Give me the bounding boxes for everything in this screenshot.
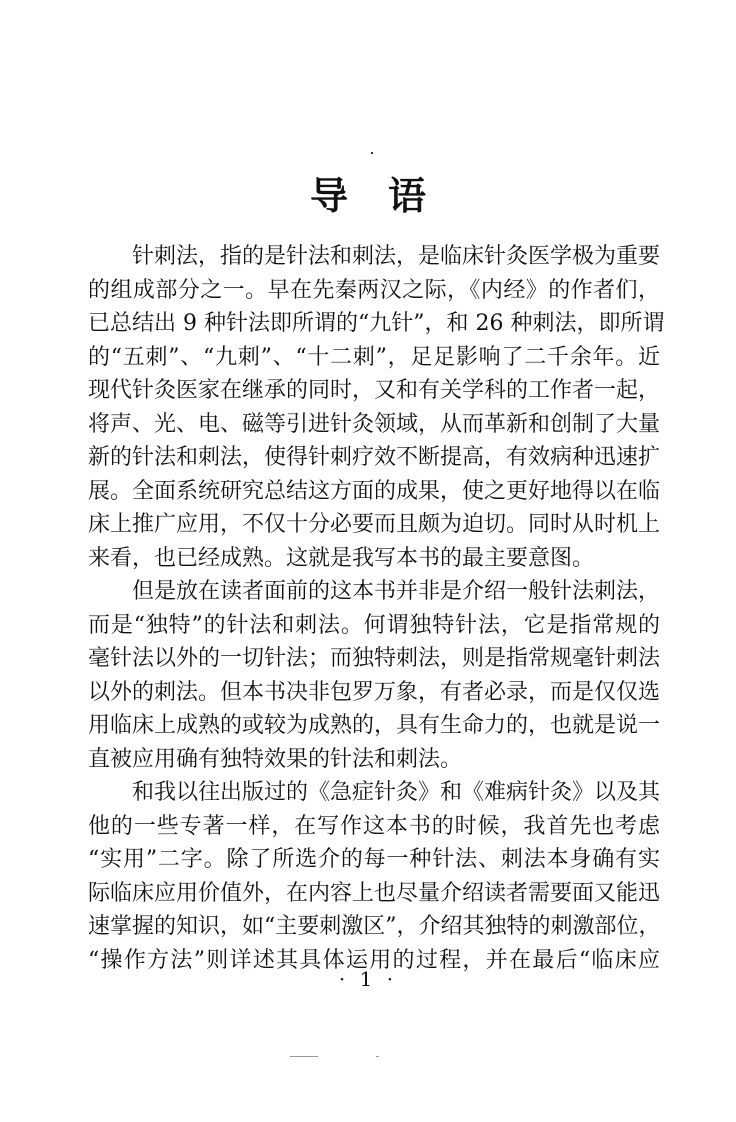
text-line: 来看，也已经成熟。这就是我写本书的最主要意图。 bbox=[88, 545, 595, 571]
text-line: 际临床应用价值外，在内容上也尽量介绍读者需要面又能迅 bbox=[88, 880, 661, 906]
text-line: 新的针法和刺法，使得针刺疗效不断提高，有效病种迅速扩 bbox=[88, 445, 661, 470]
text-line: 但是放在读者面前的这本书并非是介绍一般针法刺法， bbox=[132, 579, 661, 604]
text-line: 展。全面系统研究总结这方面的成果，使之更好地得以在临 bbox=[88, 478, 661, 504]
page-number: · 1 · bbox=[338, 967, 398, 991]
text-line: 已总结出 9 种针法即所谓的“九针”，和 26 种刺法，即所谓 bbox=[88, 311, 665, 336]
text-line: “实用”二字。除了所选介的每一种针法、刺法本身确有实 bbox=[88, 847, 660, 872]
text-line: 的组成部分之一。早在先秦两汉之际，《内经》的作者们， bbox=[88, 277, 660, 303]
scan-artifact bbox=[290, 1056, 318, 1057]
scan-artifact bbox=[376, 1056, 379, 1057]
text-line: 以外的刺法。但本书决非包罗万象，有者必录，而是仅仅选 bbox=[88, 679, 661, 705]
text-line: 他的一些专著一样，在写作这本书的时候，我首先也考虑 bbox=[88, 813, 660, 839]
scan-artifact bbox=[371, 152, 373, 154]
text-line: “操作方法”则详述其具体运用的过程，并在最后“临床应 bbox=[88, 947, 660, 973]
text-line: 现代针灸医家在继承的同时，又和有关学科的工作者一起， bbox=[88, 378, 661, 403]
text-line: 用临床上成熟的或较为成熟的，具有生命力的，也就是说一 bbox=[88, 713, 661, 738]
page-title: 导语 bbox=[309, 174, 466, 218]
text-line: 将声、光、电、磁等引进针灸领域，从而革新和创制了大量 bbox=[88, 411, 661, 437]
text-line: 速掌握的知识，如“主要刺激区”，介绍其独特的刺激部位， bbox=[88, 914, 661, 939]
text-line: 毫针法以外的一切针法；而独特刺法，则是指常规毫针刺法 bbox=[88, 646, 661, 671]
text-line: 和我以往出版过的《急症针灸》和《难病针灸》以及其 bbox=[132, 780, 661, 805]
text-line: 针刺法，指的是针法和刺法，是临床针灸医学极为重要 bbox=[132, 244, 661, 269]
text-line: 而是“独特”的针法和刺法。何谓独特针法，它是指常规的 bbox=[88, 612, 660, 638]
text-line: 直被应用确有独特效果的针法和刺法。 bbox=[88, 746, 463, 772]
text-line: 的“五刺”、“九刺”、“十二刺”，足足影响了二千余年。近 bbox=[88, 344, 660, 370]
text-line: 床上推广应用，不仅十分必要而且颇为迫切。同时从时机上 bbox=[88, 512, 661, 537]
body-text bbox=[88, 240, 665, 977]
